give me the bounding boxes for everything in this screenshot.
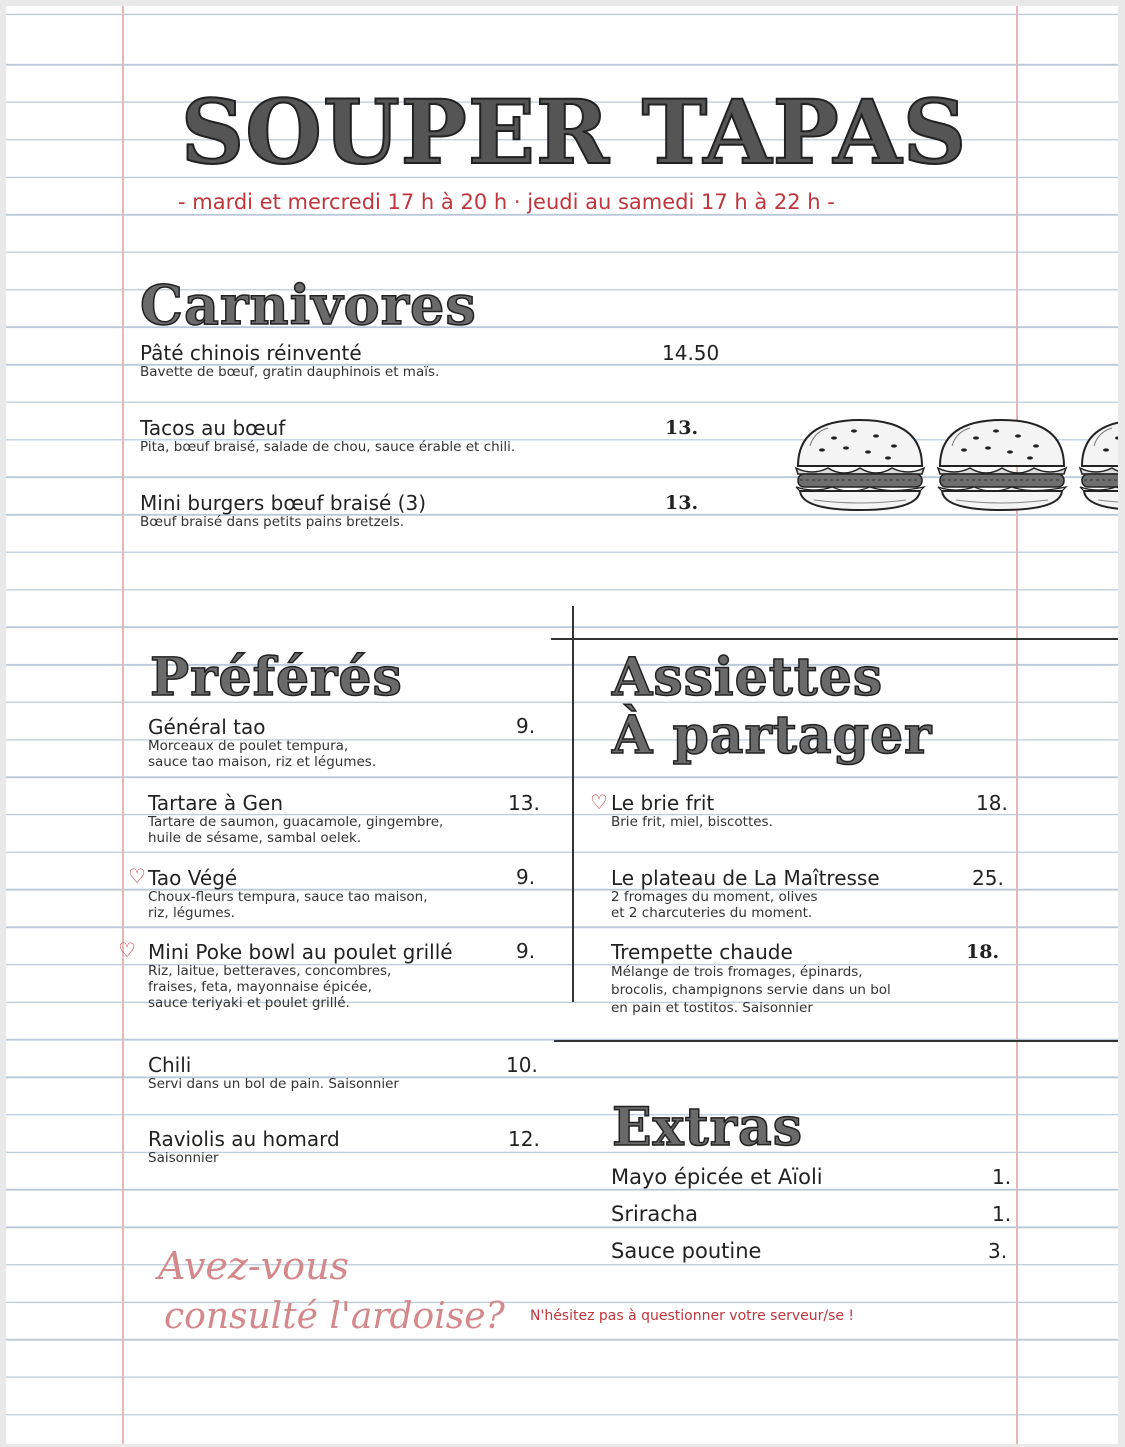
extra-item-price: 3. xyxy=(988,1239,1008,1263)
right-margin-line xyxy=(1016,6,1018,1444)
ardoise-line2: consulté l'ardoise? xyxy=(164,1296,505,1337)
item-desc: Servi dans un bol de pain. Saisonnier xyxy=(148,1076,399,1092)
item-desc: Choux-fleurs tempura, sauce tao maison, riz, légumes. xyxy=(148,889,428,921)
item-desc: Mélange de trois fromages, épinards, brocolis, champignons servie dans un bol en pain et tostitos. Saisonnier xyxy=(611,964,891,1016)
menu-item xyxy=(148,792,443,846)
item-desc: Saisonnier xyxy=(148,1150,219,1166)
item-price: 9. xyxy=(516,714,536,738)
heart-outline-icon: ♡ xyxy=(590,790,608,814)
extra-item-name: Sauce poutine xyxy=(611,1239,762,1263)
menu-item xyxy=(611,867,880,921)
menu-item xyxy=(140,417,515,455)
menu-item xyxy=(611,941,891,1017)
menu-item xyxy=(148,1054,399,1092)
menu-item xyxy=(148,1128,340,1166)
server-note: N'hésitez pas à questionner votre serveur/se ! xyxy=(530,1308,855,1324)
heart-outline-icon: ♡ xyxy=(118,938,136,962)
item-price: 9. xyxy=(516,939,536,963)
item-price: 13. xyxy=(508,791,540,815)
item-desc: 2 fromages du moment, olives et 2 charcuteries du moment. xyxy=(611,889,818,921)
item-desc: Brie frit, miel, biscottes. xyxy=(611,814,773,830)
item-name: Mini Poke bowl au poulet grillé xyxy=(148,940,453,964)
preferes-heading: Préférés xyxy=(150,647,403,708)
item-name: Trempette chaude xyxy=(611,940,793,964)
item-desc: Pita, bœuf braisé, salade de chou, sauce érable et chili. xyxy=(140,439,516,455)
menu-item xyxy=(140,492,426,530)
menu-item xyxy=(140,342,439,380)
item-price: 18. xyxy=(976,791,1008,815)
assiettes-bottom-rule xyxy=(554,1040,1118,1042)
ardoise-line1: Avez-vous xyxy=(158,1244,350,1288)
menu-item xyxy=(148,867,428,921)
menu-page xyxy=(6,6,1118,1444)
item-price: 10. xyxy=(506,1053,538,1077)
item-desc: Morceaux de poulet tempura, sauce tao maison, riz et légumes. xyxy=(148,738,377,770)
item-name: Le plateau de La Maîtresse xyxy=(611,866,880,890)
item-desc: Tartare de saumon, guacamole, gingembre, huile de sésame, sambal oelek. xyxy=(148,814,444,846)
item-desc: Bœuf braisé dans petits pains bretzels. xyxy=(140,514,405,530)
extra-item-price: 1. xyxy=(992,1165,1012,1189)
heart-outline-icon: ♡ xyxy=(128,864,146,888)
burger-illustration xyxy=(790,414,1118,514)
menu-title: SOUPER TAPAS xyxy=(180,80,968,184)
item-price: 13. xyxy=(665,417,699,439)
item-desc: Bavette de bœuf, gratin dauphinois et maïs. xyxy=(140,364,440,380)
menu-item xyxy=(611,792,773,830)
extra-item-name: Sriracha xyxy=(611,1202,699,1226)
left-margin-line xyxy=(122,6,124,1444)
item-price: 18. xyxy=(966,941,1000,963)
item-name: Chili xyxy=(148,1053,192,1077)
item-price: 25. xyxy=(972,866,1004,890)
menu-item xyxy=(148,941,453,1011)
item-name: Le brie frit xyxy=(611,791,715,815)
assiettes-top-rule xyxy=(551,638,1118,640)
carnivores-heading: Carnivores xyxy=(140,273,477,337)
item-name: Raviolis au homard xyxy=(148,1127,340,1151)
extra-item-price: 1. xyxy=(992,1202,1012,1226)
item-price: 14.50 xyxy=(662,341,720,365)
column-divider xyxy=(572,606,574,1002)
assiettes-heading-line2: À partager xyxy=(612,705,933,766)
extra-item-name: Mayo épicée et Aïoli xyxy=(611,1165,823,1189)
item-name: Pâté chinois réinventé xyxy=(140,341,362,365)
item-price: 12. xyxy=(508,1127,540,1151)
opening-hours: - mardi et mercredi 17 h à 20 h · jeudi au samedi 17 h à 22 h - xyxy=(178,190,835,214)
item-name: Mini burgers bœuf braisé (3) xyxy=(140,491,427,515)
extras-heading: Extras xyxy=(612,1097,804,1158)
item-price: 9. xyxy=(516,865,536,889)
menu-item xyxy=(148,716,376,770)
item-name: Tacos au bœuf xyxy=(140,416,286,440)
item-price: 13. xyxy=(665,492,699,514)
item-desc: Riz, laitue, betteraves, concombres, fraises, feta, mayonnaise épicée, sauce teriyaki et poulet grillé. xyxy=(148,963,392,1011)
assiettes-heading-line1: Assiettes xyxy=(612,647,884,708)
item-name: Tartare à Gen xyxy=(148,791,284,815)
item-name: Général tao xyxy=(148,715,266,739)
item-name: Tao Végé xyxy=(148,866,238,890)
